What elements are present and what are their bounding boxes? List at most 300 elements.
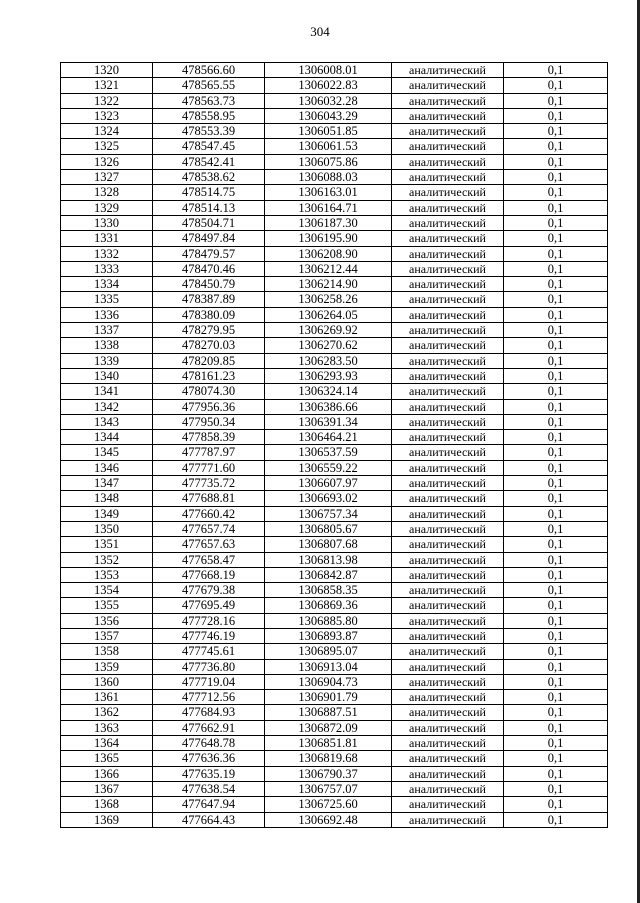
method-cell: аналитический xyxy=(392,598,504,613)
point-number-cell: 1365 xyxy=(61,751,153,766)
precision-cell: 0,1 xyxy=(504,460,608,475)
method-cell: аналитический xyxy=(392,644,504,659)
x-coordinate-cell: 478470.46 xyxy=(153,261,265,276)
precision-cell: 0,1 xyxy=(504,124,608,139)
point-number-cell: 1344 xyxy=(61,430,153,445)
x-coordinate-cell: 477635.19 xyxy=(153,766,265,781)
y-coordinate-cell: 1306819.68 xyxy=(265,751,392,766)
point-number-cell: 1355 xyxy=(61,598,153,613)
precision-cell: 0,1 xyxy=(504,674,608,689)
precision-cell: 0,1 xyxy=(504,353,608,368)
precision-cell: 0,1 xyxy=(504,583,608,598)
method-cell: аналитический xyxy=(392,139,504,154)
x-coordinate-cell: 478565.55 xyxy=(153,78,265,93)
point-number-cell: 1351 xyxy=(61,537,153,552)
point-number-cell: 1345 xyxy=(61,445,153,460)
y-coordinate-cell: 1306212.44 xyxy=(265,261,392,276)
table-row xyxy=(61,154,608,169)
point-number-cell: 1334 xyxy=(61,277,153,292)
y-coordinate-cell: 1306813.98 xyxy=(265,552,392,567)
method-cell: аналитический xyxy=(392,307,504,322)
y-coordinate-cell: 1306464.21 xyxy=(265,430,392,445)
table-row xyxy=(61,812,608,827)
precision-cell: 0,1 xyxy=(504,430,608,445)
x-coordinate-cell: 477719.04 xyxy=(153,674,265,689)
x-coordinate-cell: 478380.09 xyxy=(153,307,265,322)
method-cell: аналитический xyxy=(392,736,504,751)
y-coordinate-cell: 1306757.07 xyxy=(265,781,392,796)
x-coordinate-cell: 477658.47 xyxy=(153,552,265,567)
y-coordinate-cell: 1306043.29 xyxy=(265,108,392,123)
precision-cell: 0,1 xyxy=(504,108,608,123)
point-number-cell: 1321 xyxy=(61,78,153,93)
precision-cell: 0,1 xyxy=(504,598,608,613)
y-coordinate-cell: 1306164.71 xyxy=(265,200,392,215)
table-row xyxy=(61,613,608,628)
method-cell: аналитический xyxy=(392,231,504,246)
table-row xyxy=(61,781,608,796)
y-coordinate-cell: 1306061.53 xyxy=(265,139,392,154)
point-number-cell: 1347 xyxy=(61,476,153,491)
precision-cell: 0,1 xyxy=(504,246,608,261)
y-coordinate-cell: 1306022.83 xyxy=(265,78,392,93)
method-cell: аналитический xyxy=(392,200,504,215)
precision-cell: 0,1 xyxy=(504,537,608,552)
x-coordinate-cell: 477745.61 xyxy=(153,644,265,659)
x-coordinate-cell: 478161.23 xyxy=(153,368,265,383)
method-cell: аналитический xyxy=(392,78,504,93)
y-coordinate-cell: 1306885.80 xyxy=(265,613,392,628)
table-row xyxy=(61,384,608,399)
x-coordinate-cell: 477647.94 xyxy=(153,797,265,812)
x-coordinate-cell: 477662.91 xyxy=(153,720,265,735)
precision-cell: 0,1 xyxy=(504,368,608,383)
y-coordinate-cell: 1306324.14 xyxy=(265,384,392,399)
point-number-cell: 1361 xyxy=(61,690,153,705)
y-coordinate-cell: 1306913.04 xyxy=(265,659,392,674)
method-cell: аналитический xyxy=(392,353,504,368)
table-row xyxy=(61,338,608,353)
y-coordinate-cell: 1306851.81 xyxy=(265,736,392,751)
point-number-cell: 1339 xyxy=(61,353,153,368)
y-coordinate-cell: 1306269.92 xyxy=(265,323,392,338)
method-cell: аналитический xyxy=(392,628,504,643)
method-cell: аналитический xyxy=(392,430,504,445)
y-coordinate-cell: 1306293.93 xyxy=(265,368,392,383)
point-number-cell: 1353 xyxy=(61,567,153,582)
x-coordinate-cell: 477858.39 xyxy=(153,430,265,445)
table-row xyxy=(61,598,608,613)
point-number-cell: 1356 xyxy=(61,613,153,628)
y-coordinate-cell: 1306008.01 xyxy=(265,63,392,78)
table-row xyxy=(61,720,608,735)
method-cell: аналитический xyxy=(392,674,504,689)
precision-cell: 0,1 xyxy=(504,323,608,338)
table-row xyxy=(61,491,608,506)
table-row xyxy=(61,277,608,292)
precision-cell: 0,1 xyxy=(504,690,608,705)
y-coordinate-cell: 1306893.87 xyxy=(265,628,392,643)
point-number-cell: 1363 xyxy=(61,720,153,735)
point-number-cell: 1335 xyxy=(61,292,153,307)
point-number-cell: 1327 xyxy=(61,170,153,185)
precision-cell: 0,1 xyxy=(504,445,608,460)
table-row xyxy=(61,231,608,246)
x-coordinate-cell: 477735.72 xyxy=(153,476,265,491)
x-coordinate-cell: 477638.54 xyxy=(153,781,265,796)
x-coordinate-cell: 478387.89 xyxy=(153,292,265,307)
point-number-cell: 1367 xyxy=(61,781,153,796)
x-coordinate-cell: 477736.80 xyxy=(153,659,265,674)
precision-cell: 0,1 xyxy=(504,628,608,643)
method-cell: аналитический xyxy=(392,215,504,230)
precision-cell: 0,1 xyxy=(504,521,608,536)
x-coordinate-cell: 478497.84 xyxy=(153,231,265,246)
table-row xyxy=(61,323,608,338)
precision-cell: 0,1 xyxy=(504,797,608,812)
table-row xyxy=(61,797,608,812)
table-row xyxy=(61,78,608,93)
table-row xyxy=(61,170,608,185)
method-cell: аналитический xyxy=(392,690,504,705)
precision-cell: 0,1 xyxy=(504,338,608,353)
method-cell: аналитический xyxy=(392,720,504,735)
precision-cell: 0,1 xyxy=(504,399,608,414)
x-coordinate-cell: 478542.41 xyxy=(153,154,265,169)
point-number-cell: 1349 xyxy=(61,506,153,521)
page-number: 304 xyxy=(310,24,330,39)
point-number-cell: 1366 xyxy=(61,766,153,781)
table-row xyxy=(61,690,608,705)
x-coordinate-cell: 477664.43 xyxy=(153,812,265,827)
table-row xyxy=(61,430,608,445)
x-coordinate-cell: 478270.03 xyxy=(153,338,265,353)
precision-cell: 0,1 xyxy=(504,307,608,322)
method-cell: аналитический xyxy=(392,185,504,200)
y-coordinate-cell: 1306264.05 xyxy=(265,307,392,322)
method-cell: аналитический xyxy=(392,399,504,414)
precision-cell: 0,1 xyxy=(504,659,608,674)
point-number-cell: 1332 xyxy=(61,246,153,261)
x-coordinate-cell: 477746.19 xyxy=(153,628,265,643)
y-coordinate-cell: 1306887.51 xyxy=(265,705,392,720)
point-number-cell: 1329 xyxy=(61,200,153,215)
table-row xyxy=(61,353,608,368)
point-number-cell: 1368 xyxy=(61,797,153,812)
method-cell: аналитический xyxy=(392,384,504,399)
table-row xyxy=(61,399,608,414)
table-row xyxy=(61,751,608,766)
precision-cell: 0,1 xyxy=(504,78,608,93)
point-number-cell: 1337 xyxy=(61,323,153,338)
point-number-cell: 1364 xyxy=(61,736,153,751)
point-number-cell: 1340 xyxy=(61,368,153,383)
x-coordinate-cell: 477712.56 xyxy=(153,690,265,705)
precision-cell: 0,1 xyxy=(504,185,608,200)
point-number-cell: 1326 xyxy=(61,154,153,169)
point-number-cell: 1357 xyxy=(61,628,153,643)
precision-cell: 0,1 xyxy=(504,414,608,429)
table-row xyxy=(61,63,608,78)
table-row xyxy=(61,414,608,429)
table-row xyxy=(61,445,608,460)
point-number-cell: 1350 xyxy=(61,521,153,536)
method-cell: аналитический xyxy=(392,292,504,307)
precision-cell: 0,1 xyxy=(504,552,608,567)
precision-cell: 0,1 xyxy=(504,766,608,781)
y-coordinate-cell: 1306208.90 xyxy=(265,246,392,261)
table-row xyxy=(61,261,608,276)
method-cell: аналитический xyxy=(392,613,504,628)
y-coordinate-cell: 1306258.26 xyxy=(265,292,392,307)
method-cell: аналитический xyxy=(392,583,504,598)
y-coordinate-cell: 1306187.30 xyxy=(265,215,392,230)
x-coordinate-cell: 477787.97 xyxy=(153,445,265,460)
y-coordinate-cell: 1306163.01 xyxy=(265,185,392,200)
y-coordinate-cell: 1306904.73 xyxy=(265,674,392,689)
x-coordinate-cell: 477771.60 xyxy=(153,460,265,475)
table-row xyxy=(61,215,608,230)
point-number-cell: 1341 xyxy=(61,384,153,399)
precision-cell: 0,1 xyxy=(504,751,608,766)
y-coordinate-cell: 1306088.03 xyxy=(265,170,392,185)
precision-cell: 0,1 xyxy=(504,215,608,230)
table-row xyxy=(61,476,608,491)
precision-cell: 0,1 xyxy=(504,292,608,307)
method-cell: аналитический xyxy=(392,63,504,78)
precision-cell: 0,1 xyxy=(504,491,608,506)
y-coordinate-cell: 1306693.02 xyxy=(265,491,392,506)
x-coordinate-cell: 477728.16 xyxy=(153,613,265,628)
x-coordinate-cell: 477695.49 xyxy=(153,598,265,613)
table-row xyxy=(61,368,608,383)
y-coordinate-cell: 1306805.67 xyxy=(265,521,392,536)
precision-cell: 0,1 xyxy=(504,384,608,399)
precision-cell: 0,1 xyxy=(504,705,608,720)
y-coordinate-cell: 1306858.35 xyxy=(265,583,392,598)
precision-cell: 0,1 xyxy=(504,93,608,108)
precision-cell: 0,1 xyxy=(504,261,608,276)
table-row xyxy=(61,139,608,154)
point-number-cell: 1333 xyxy=(61,261,153,276)
point-number-cell: 1336 xyxy=(61,307,153,322)
y-coordinate-cell: 1306901.79 xyxy=(265,690,392,705)
method-cell: аналитический xyxy=(392,491,504,506)
method-cell: аналитический xyxy=(392,521,504,536)
method-cell: аналитический xyxy=(392,170,504,185)
point-number-cell: 1359 xyxy=(61,659,153,674)
method-cell: аналитический xyxy=(392,766,504,781)
point-number-cell: 1362 xyxy=(61,705,153,720)
method-cell: аналитический xyxy=(392,705,504,720)
precision-cell: 0,1 xyxy=(504,231,608,246)
x-coordinate-cell: 477660.42 xyxy=(153,506,265,521)
x-coordinate-cell: 477636.36 xyxy=(153,751,265,766)
table-row xyxy=(61,628,608,643)
y-coordinate-cell: 1306537.59 xyxy=(265,445,392,460)
precision-cell: 0,1 xyxy=(504,567,608,582)
y-coordinate-cell: 1306270.62 xyxy=(265,338,392,353)
x-coordinate-cell: 478547.45 xyxy=(153,139,265,154)
precision-cell: 0,1 xyxy=(504,277,608,292)
y-coordinate-cell: 1306757.34 xyxy=(265,506,392,521)
point-number-cell: 1360 xyxy=(61,674,153,689)
method-cell: аналитический xyxy=(392,246,504,261)
x-coordinate-cell: 478553.39 xyxy=(153,124,265,139)
table-row xyxy=(61,766,608,781)
x-coordinate-cell: 477679.38 xyxy=(153,583,265,598)
y-coordinate-cell: 1306386.66 xyxy=(265,399,392,414)
x-coordinate-cell: 478450.79 xyxy=(153,277,265,292)
method-cell: аналитический xyxy=(392,506,504,521)
x-coordinate-cell: 478479.57 xyxy=(153,246,265,261)
method-cell: аналитический xyxy=(392,797,504,812)
y-coordinate-cell: 1306075.86 xyxy=(265,154,392,169)
table-row xyxy=(61,124,608,139)
table-row xyxy=(61,521,608,536)
precision-cell: 0,1 xyxy=(504,476,608,491)
y-coordinate-cell: 1306692.48 xyxy=(265,812,392,827)
table-row xyxy=(61,200,608,215)
y-coordinate-cell: 1306032.28 xyxy=(265,93,392,108)
method-cell: аналитический xyxy=(392,537,504,552)
precision-cell: 0,1 xyxy=(504,781,608,796)
table-row xyxy=(61,659,608,674)
precision-cell: 0,1 xyxy=(504,154,608,169)
method-cell: аналитический xyxy=(392,414,504,429)
table-row xyxy=(61,93,608,108)
x-coordinate-cell: 478538.62 xyxy=(153,170,265,185)
x-coordinate-cell: 477688.81 xyxy=(153,491,265,506)
table-row xyxy=(61,552,608,567)
method-cell: аналитический xyxy=(392,812,504,827)
y-coordinate-cell: 1306842.87 xyxy=(265,567,392,582)
y-coordinate-cell: 1306869.36 xyxy=(265,598,392,613)
table-row xyxy=(61,736,608,751)
x-coordinate-cell: 478074.30 xyxy=(153,384,265,399)
x-coordinate-cell: 478566.60 xyxy=(153,63,265,78)
point-number-cell: 1358 xyxy=(61,644,153,659)
coordinates-table xyxy=(60,62,608,828)
precision-cell: 0,1 xyxy=(504,644,608,659)
method-cell: аналитический xyxy=(392,261,504,276)
method-cell: аналитический xyxy=(392,567,504,582)
point-number-cell: 1330 xyxy=(61,215,153,230)
method-cell: аналитический xyxy=(392,552,504,567)
x-coordinate-cell: 478279.95 xyxy=(153,323,265,338)
method-cell: аналитический xyxy=(392,368,504,383)
precision-cell: 0,1 xyxy=(504,63,608,78)
point-number-cell: 1324 xyxy=(61,124,153,139)
x-coordinate-cell: 478514.13 xyxy=(153,200,265,215)
point-number-cell: 1348 xyxy=(61,491,153,506)
method-cell: аналитический xyxy=(392,751,504,766)
table-row xyxy=(61,307,608,322)
precision-cell: 0,1 xyxy=(504,613,608,628)
method-cell: аналитический xyxy=(392,338,504,353)
x-coordinate-cell: 477648.78 xyxy=(153,736,265,751)
method-cell: аналитический xyxy=(392,323,504,338)
table-row xyxy=(61,460,608,475)
y-coordinate-cell: 1306391.34 xyxy=(265,414,392,429)
point-number-cell: 1352 xyxy=(61,552,153,567)
point-number-cell: 1320 xyxy=(61,63,153,78)
y-coordinate-cell: 1306195.90 xyxy=(265,231,392,246)
y-coordinate-cell: 1306790.37 xyxy=(265,766,392,781)
table-row xyxy=(61,185,608,200)
method-cell: аналитический xyxy=(392,108,504,123)
point-number-cell: 1338 xyxy=(61,338,153,353)
y-coordinate-cell: 1306283.50 xyxy=(265,353,392,368)
precision-cell: 0,1 xyxy=(504,506,608,521)
point-number-cell: 1322 xyxy=(61,93,153,108)
point-number-cell: 1346 xyxy=(61,460,153,475)
table-row xyxy=(61,292,608,307)
x-coordinate-cell: 477684.93 xyxy=(153,705,265,720)
point-number-cell: 1325 xyxy=(61,139,153,154)
method-cell: аналитический xyxy=(392,476,504,491)
precision-cell: 0,1 xyxy=(504,170,608,185)
x-coordinate-cell: 478514.75 xyxy=(153,185,265,200)
y-coordinate-cell: 1306807.68 xyxy=(265,537,392,552)
precision-cell: 0,1 xyxy=(504,720,608,735)
precision-cell: 0,1 xyxy=(504,139,608,154)
table-row xyxy=(61,246,608,261)
table-row xyxy=(61,644,608,659)
table-row xyxy=(61,567,608,582)
x-coordinate-cell: 478558.95 xyxy=(153,108,265,123)
x-coordinate-cell: 478209.85 xyxy=(153,353,265,368)
point-number-cell: 1343 xyxy=(61,414,153,429)
table-row xyxy=(61,674,608,689)
y-coordinate-cell: 1306607.97 xyxy=(265,476,392,491)
method-cell: аналитический xyxy=(392,277,504,292)
y-coordinate-cell: 1306214.90 xyxy=(265,277,392,292)
table-row xyxy=(61,583,608,598)
y-coordinate-cell: 1306559.22 xyxy=(265,460,392,475)
method-cell: аналитический xyxy=(392,445,504,460)
coordinates-table-body xyxy=(61,63,608,828)
table-row xyxy=(61,108,608,123)
x-coordinate-cell: 478563.73 xyxy=(153,93,265,108)
method-cell: аналитический xyxy=(392,93,504,108)
method-cell: аналитический xyxy=(392,124,504,139)
table-row xyxy=(61,705,608,720)
method-cell: аналитический xyxy=(392,154,504,169)
method-cell: аналитический xyxy=(392,781,504,796)
y-coordinate-cell: 1306725.60 xyxy=(265,797,392,812)
method-cell: аналитический xyxy=(392,460,504,475)
y-coordinate-cell: 1306051.85 xyxy=(265,124,392,139)
method-cell: аналитический xyxy=(392,659,504,674)
point-number-cell: 1354 xyxy=(61,583,153,598)
x-coordinate-cell: 477668.19 xyxy=(153,567,265,582)
x-coordinate-cell: 477657.74 xyxy=(153,521,265,536)
x-coordinate-cell: 478504.71 xyxy=(153,215,265,230)
table-row xyxy=(61,506,608,521)
point-number-cell: 1369 xyxy=(61,812,153,827)
x-coordinate-cell: 477657.63 xyxy=(153,537,265,552)
x-coordinate-cell: 477950.34 xyxy=(153,414,265,429)
precision-cell: 0,1 xyxy=(504,200,608,215)
table-row xyxy=(61,537,608,552)
y-coordinate-cell: 1306895.07 xyxy=(265,644,392,659)
precision-cell: 0,1 xyxy=(504,736,608,751)
point-number-cell: 1323 xyxy=(61,108,153,123)
x-coordinate-cell: 477956.36 xyxy=(153,399,265,414)
point-number-cell: 1328 xyxy=(61,185,153,200)
y-coordinate-cell: 1306872.09 xyxy=(265,720,392,735)
